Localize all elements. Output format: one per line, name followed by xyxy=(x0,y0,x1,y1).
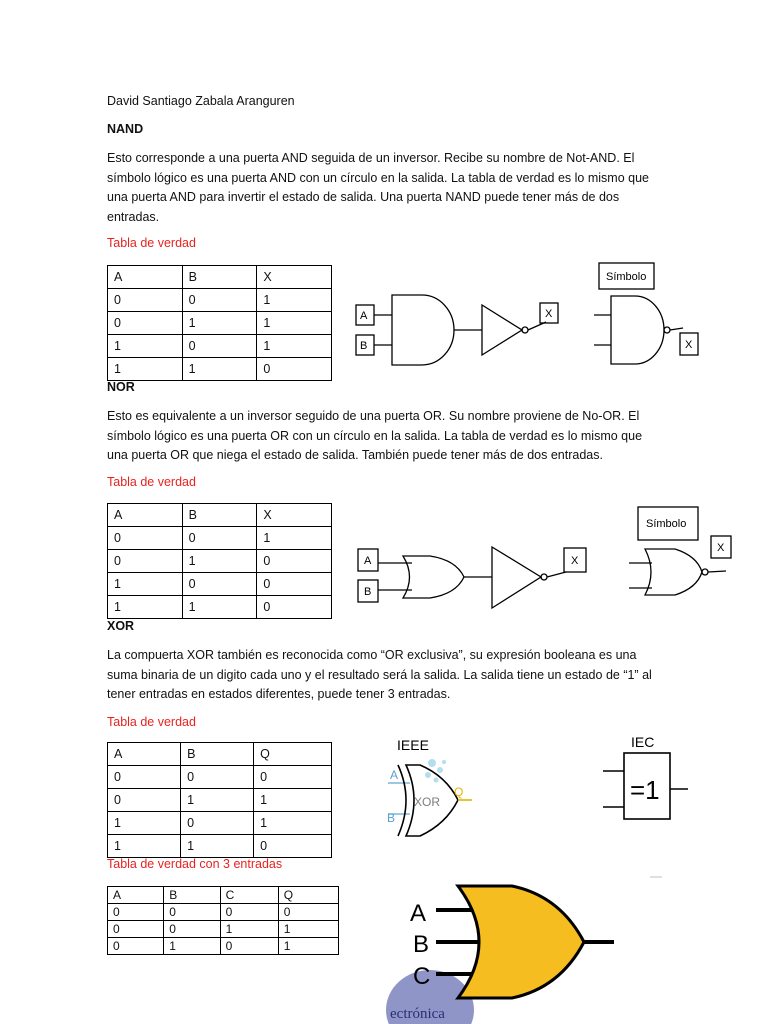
table-cell: 1 xyxy=(182,312,257,335)
output-x-label: X xyxy=(571,555,579,567)
table-cell: 0 xyxy=(257,550,332,573)
table-header-cell: Q xyxy=(278,887,338,904)
table-cell: 1 xyxy=(257,335,332,358)
table-cell: 1 xyxy=(254,789,332,812)
ieee-input-b: B xyxy=(387,811,396,825)
table-cell: 0 xyxy=(181,812,254,835)
ieee-gate-name: XOR xyxy=(414,795,441,809)
ieee-xor-symbol xyxy=(387,737,472,836)
table-cell: 0 xyxy=(108,789,181,812)
nor-description: Esto es equivalente a un inversor seguido de una puerta OR. Su nombre proviene de No-OR. El símbolo lógico es una puerta OR con un círculo en la salida. La tabla de verdad es lo mismo que una puerta OR que niega el estado de salida. También puede tener más de dos entradas. xyxy=(107,409,643,462)
table-cell: 0 xyxy=(108,766,181,789)
xor-table-label: Tabla de verdad xyxy=(107,715,196,729)
table-cell: 0 xyxy=(254,835,332,858)
table-cell: 1 xyxy=(108,812,181,835)
table-header-cell: C xyxy=(220,887,278,904)
table-cell: 0 xyxy=(257,358,332,381)
table-header-cell: A xyxy=(108,504,183,527)
table-cell: 1 xyxy=(182,596,257,619)
iec-symbol: =1 xyxy=(630,775,660,805)
table-cell: 0 xyxy=(257,596,332,619)
nand-description: Esto corresponde a una puerta AND seguida de un inversor. Recibe su nombre de Not-AND. El símbolo lógico es una puerta AND con un círculo en la salida. La tabla de verdad es lo mismo que una puerta AND para invertir el estado de salida. Una puerta NAND puede tener más de dos entradas. xyxy=(107,151,649,224)
table-header-cell: A xyxy=(108,743,181,766)
table-header-cell: X xyxy=(257,504,332,527)
iec-label: IEC xyxy=(631,734,655,750)
table-cell: 1 xyxy=(257,312,332,335)
output-x-label: X xyxy=(545,308,553,320)
input-b-label: B xyxy=(364,586,372,598)
table-header-cell: Q xyxy=(254,743,332,766)
table-cell: 1 xyxy=(257,527,332,550)
table-cell: 1 xyxy=(164,938,220,955)
table-cell: 0 xyxy=(181,766,254,789)
table-cell: 1 xyxy=(182,358,257,381)
ieee-output-q: Q xyxy=(454,785,464,799)
nand-table-label: Tabla de verdad xyxy=(107,236,196,250)
ieee-label: IEEE xyxy=(397,737,429,753)
table-cell: 0 xyxy=(108,527,183,550)
table-cell: 0 xyxy=(108,904,164,921)
author-name: David Santiago Zabala Aranguren xyxy=(107,94,295,108)
table-cell: 1 xyxy=(278,921,338,938)
table-cell: 0 xyxy=(108,312,183,335)
table-cell: 1 xyxy=(278,938,338,955)
symbol-output-label: X xyxy=(717,542,725,554)
table-cell: 1 xyxy=(108,573,183,596)
table-cell: 1 xyxy=(108,335,183,358)
ieee-input-a: A xyxy=(390,768,399,782)
table-header-cell: B xyxy=(181,743,254,766)
table-header-cell: X xyxy=(257,266,332,289)
three-input-or-gate xyxy=(386,876,662,1024)
nor-heading: NOR xyxy=(107,380,135,394)
iec-xor-symbol xyxy=(603,734,688,819)
table-cell: 0 xyxy=(108,921,164,938)
input-b-label: B xyxy=(360,340,368,352)
watermark-text: ectrónica xyxy=(390,1006,445,1022)
symbol-output-label: X xyxy=(685,339,693,351)
gate-input-a: A xyxy=(410,900,427,927)
nand-heading: NAND xyxy=(107,122,144,136)
symbol-label: Símbolo xyxy=(646,518,687,530)
table-cell: 0 xyxy=(182,527,257,550)
symbol-label: Símbolo xyxy=(606,271,647,283)
table-cell: 1 xyxy=(257,289,332,312)
table-cell: 0 xyxy=(220,938,278,955)
nor-table-label: Tabla de verdad xyxy=(107,475,196,489)
table-cell: 1 xyxy=(254,812,332,835)
gate-input-c: C xyxy=(413,963,431,990)
table-cell: 1 xyxy=(108,835,181,858)
table-header-cell: A xyxy=(108,887,164,904)
input-a-label: A xyxy=(364,555,372,567)
table-cell: 0 xyxy=(220,904,278,921)
xor-3-input-table-label: Tabla de verdad con 3 entradas xyxy=(107,857,283,871)
table-cell: 0 xyxy=(164,921,220,938)
gate-input-b: B xyxy=(413,931,430,958)
table-header-cell: B xyxy=(182,504,257,527)
table-cell: 1 xyxy=(182,550,257,573)
table-header-cell: B xyxy=(164,887,220,904)
table-cell: 0 xyxy=(182,289,257,312)
table-cell: 0 xyxy=(254,766,332,789)
table-cell: 1 xyxy=(108,358,183,381)
table-cell: 0 xyxy=(108,289,183,312)
table-cell: 1 xyxy=(220,921,278,938)
table-cell: 0 xyxy=(164,904,220,921)
input-a-label: A xyxy=(360,310,368,322)
table-cell: 0 xyxy=(257,573,332,596)
table-cell: 0 xyxy=(108,938,164,955)
table-cell: 1 xyxy=(181,789,254,812)
table-header-cell: A xyxy=(108,266,183,289)
table-cell: 1 xyxy=(108,596,183,619)
xor-heading: XOR xyxy=(107,619,135,633)
table-header-cell: B xyxy=(182,266,257,289)
table-cell: 1 xyxy=(181,835,254,858)
xor-description: La compuerta XOR también es reconocida como “OR exclusiva”, su expresión booleana es una suma binaria de un digito cada uno y el resultado será la salida. La salida tiene un estado de “1” al tener entradas en estados diferentes, puede tener 3 entradas. xyxy=(107,648,652,701)
table-cell: 0 xyxy=(278,904,338,921)
table-cell: 0 xyxy=(108,550,183,573)
table-cell: 0 xyxy=(182,573,257,596)
table-cell: 0 xyxy=(182,335,257,358)
